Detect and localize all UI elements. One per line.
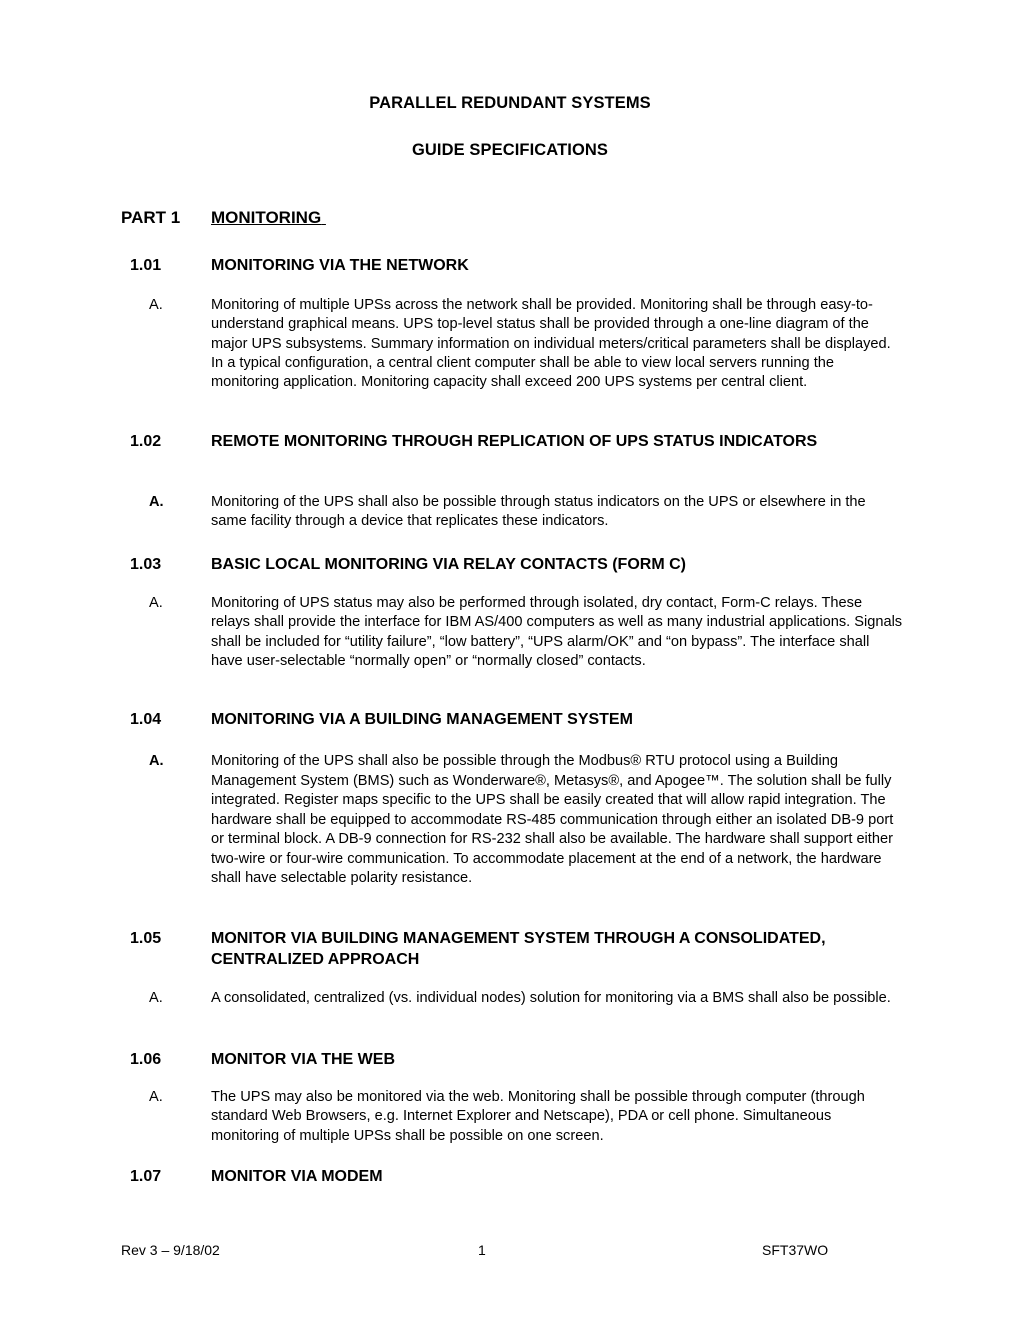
item-letter: A. bbox=[149, 990, 163, 1006]
item-text: Monitoring of UPS status may also be performed through isolated, dry contact, Form-C relays. These relays shall provide the interface for IBM AS/400 computers as well as many industrial applications. Signals shall be included for “utility failure”, “low battery”, “UPS alarm/OK” and “on bypass”. The interface shall have user-selectable “normally open” or “normally closed” contacts. bbox=[211, 595, 903, 669]
section-number: 1.06 bbox=[130, 1051, 162, 1068]
part-heading bbox=[121, 208, 326, 228]
part-name: MONITORING bbox=[211, 208, 322, 227]
section-number: 1.01 bbox=[130, 257, 162, 274]
item-text: A consolidated, centralized (vs. individual nodes) solution for monitoring via a BMS shall also be possible. bbox=[211, 990, 891, 1006]
section-number: 1.04 bbox=[130, 711, 162, 728]
section-number: 1.07 bbox=[130, 1168, 162, 1185]
section-title: REMOTE MONITORING THROUGH REPLICATION OF UPS STATUS INDICATORS bbox=[211, 433, 818, 450]
section-title: MONITOR VIA MODEM bbox=[211, 1168, 383, 1185]
item-text: The UPS may also be monitored via the web. Monitoring shall be possible through computer (through standard Web Browsers, e.g. Internet Explorer and Netscape), PDA or cell phone. Simultaneous monitoring of multiple UPSs shall be possible on one screen. bbox=[211, 1089, 865, 1144]
item-letter: A. bbox=[149, 753, 164, 769]
section-title: MONITORING VIA THE NETWORK bbox=[211, 257, 469, 274]
item-text: Monitoring of the UPS shall also be possible through status indicators on the UPS or elsewhere in the same facility through a device that replicates these indicators. bbox=[211, 494, 866, 530]
item-text: Monitoring of multiple UPSs across the network shall be provided. Monitoring shall be through easy-to-understand graphical means. UPS top-level status shall be provided through a one-line diagram of the major UPS subsystems. Summary information on individual meters/critical parameters shall be displayed. In a typical configuration, a central client computer shall be able to view local servers running the monitoring application. Monitoring capacity shall exceed 200 UPS systems per central client. bbox=[211, 297, 891, 391]
document-subtitle: GUIDE SPECIFICATIONS bbox=[411, 141, 609, 159]
section-title: MONITORING VIA A BUILDING MANAGEMENT SYSTEM bbox=[211, 711, 633, 728]
item-letter: A. bbox=[149, 595, 163, 611]
item-text: Monitoring of the UPS shall also be possible through the Modbus® RTU protocol using a Building Management System (BMS) such as Wonderware®, Metasys®, and Apogee™. The solution shall be fully integrated. Register maps specific to the UPS shall be easily created that will allow rapid integration. The hardware shall be equipped to accommodate RS-485 communication through either an isolated DB-9 port or terminal block. A DB-9 connection for RS-232 shall also be available. The hardware shall support either two-wire or four-wire communication. To accommodate placement at the end of a network, the hardware shall have selectable polarity resistance. bbox=[211, 753, 894, 886]
section-number: 1.03 bbox=[130, 556, 162, 573]
section-title: BASIC LOCAL MONITORING VIA RELAY CONTACTS (FORM C) bbox=[211, 556, 686, 573]
section-number: 1.02 bbox=[130, 433, 162, 450]
footer-page-number: 1 bbox=[478, 1242, 486, 1258]
item-letter: A. bbox=[149, 297, 163, 313]
section-title: MONITOR VIA THE WEB bbox=[211, 1051, 395, 1068]
part-number: PART 1 bbox=[121, 208, 181, 227]
document-title: PARALLEL REDUNDANT SYSTEMS bbox=[369, 94, 651, 112]
section-number: 1.05 bbox=[130, 930, 162, 947]
footer-doc-code: SFT37WO bbox=[762, 1242, 829, 1258]
section-title: MONITOR VIA BUILDING MANAGEMENT SYSTEM THROUGH A CONSOLIDATED, CENTRALIZED APPROACH bbox=[211, 930, 826, 968]
item-letter: A. bbox=[149, 494, 164, 510]
footer-revision: Rev 3 – 9/18/02 bbox=[121, 1242, 220, 1258]
item-letter: A. bbox=[149, 1089, 163, 1105]
